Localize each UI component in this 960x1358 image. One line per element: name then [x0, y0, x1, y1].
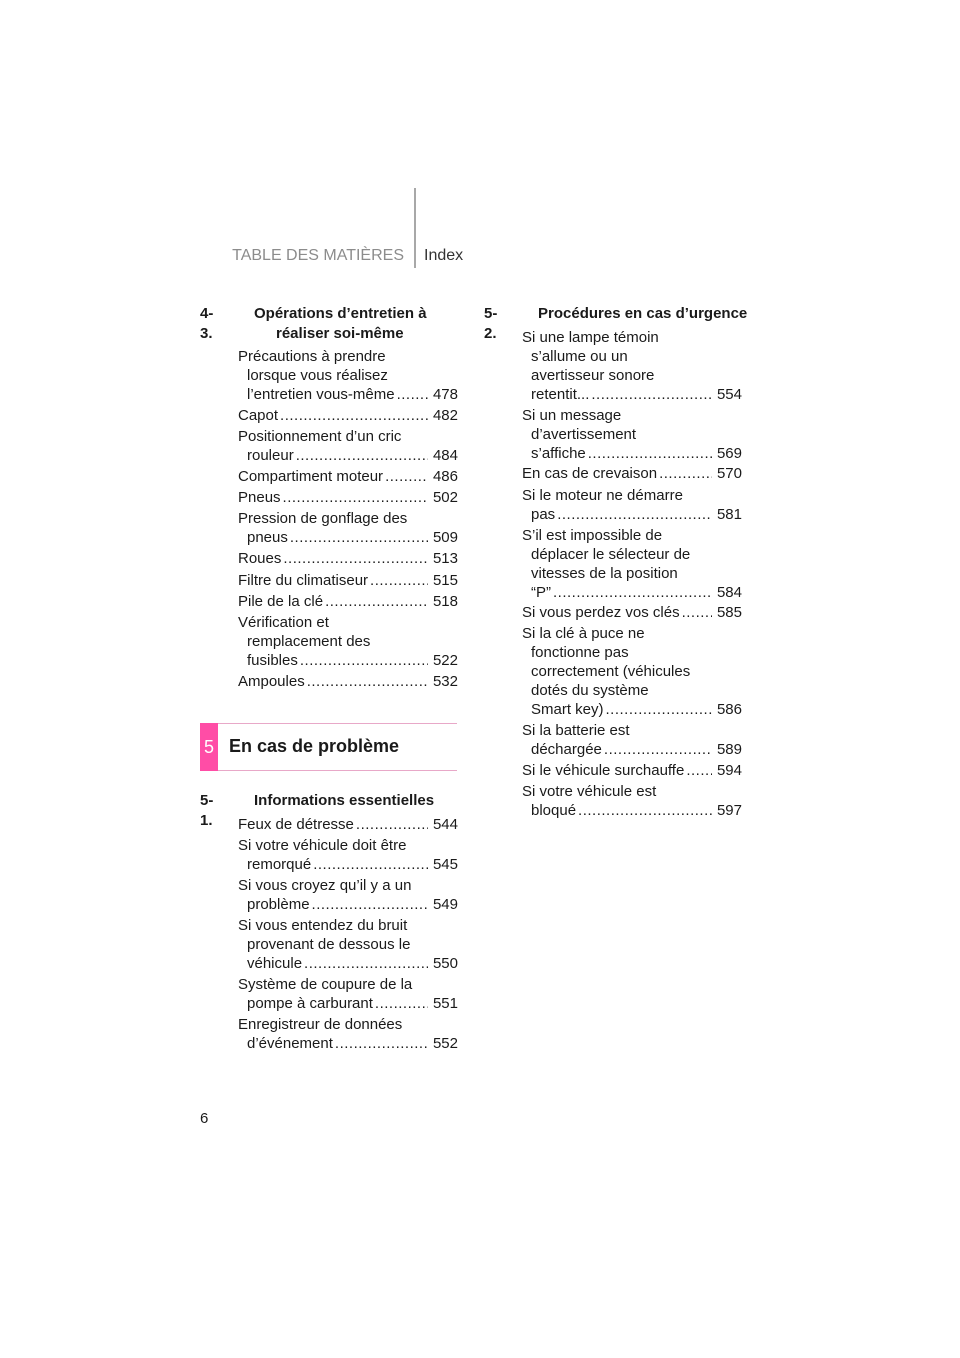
toc-entry-text: Pile de la clé — [238, 592, 324, 610]
dot-leader — [385, 467, 428, 486]
toc-entry[interactable] — [238, 347, 458, 404]
toc-entry-text: Filtre du climatiseur — [238, 571, 369, 589]
dot-leader — [304, 954, 428, 973]
dot-leader — [397, 385, 428, 404]
index-link[interactable]: Index — [424, 247, 464, 264]
section-number: 5-2. — [484, 305, 498, 342]
toc-entry-text: “P” — [531, 583, 551, 601]
toc-page-number: 597 — [716, 802, 742, 819]
dot-leader — [557, 505, 712, 524]
toc-page-number: 585 — [716, 604, 742, 622]
toc-entry-text: Compartiment moteur — [238, 468, 384, 485]
dot-leader — [335, 1034, 428, 1053]
dot-leader — [588, 444, 712, 463]
toc-entry-text: retentit... — [531, 386, 590, 403]
toc-entry-text: problème — [247, 896, 310, 914]
toc-page-number: 551 — [432, 995, 458, 1012]
toc-entry-text: pompe à carburant — [247, 995, 373, 1012]
section-title-line-2: réaliser soi-même — [276, 325, 404, 342]
toc-entry-text: Précautions à prendre — [238, 348, 386, 365]
toc-page-number: 544 — [432, 816, 458, 833]
toc-entry[interactable] — [238, 613, 458, 670]
dot-leader — [553, 583, 712, 602]
toc-entry-text: Pression de gonflage des — [238, 510, 408, 528]
toc-page-number: 515 — [432, 571, 458, 589]
toc-page-number: 569 — [716, 444, 742, 462]
chapter-number: 5 — [203, 737, 214, 757]
toc-entry[interactable] — [522, 328, 742, 404]
toc-entry-text: Capot — [238, 406, 279, 424]
toc-entry-text: Si la batterie est — [522, 721, 630, 739]
toc-entry-text: Si un message — [522, 406, 622, 424]
toc-entry-text: Si la clé à puce ne — [522, 625, 645, 643]
dot-leader — [300, 651, 428, 670]
toc-entry[interactable] — [522, 603, 742, 622]
toc-entry[interactable] — [238, 975, 458, 1013]
toc-page-number: 502 — [432, 489, 458, 507]
dot-leader — [578, 801, 712, 820]
toc-entry-text: Système de coupure de la — [238, 976, 413, 993]
toc-page-number: 545 — [432, 856, 458, 874]
section-title-line-1: Informations essentielles — [254, 792, 435, 809]
toc-page-number: 570 — [716, 465, 742, 483]
toc-entry-text: Pneus — [238, 489, 281, 507]
toc-entry-text: s’affiche — [531, 444, 586, 462]
toc-entry-text: s’allume ou un — [531, 348, 628, 365]
toc-entry-text: En cas de crevaison — [522, 465, 658, 483]
dot-leader — [591, 385, 712, 404]
toc-entry-text: provenant de dessous le — [247, 936, 411, 954]
toc-page-number: 552 — [432, 1035, 458, 1052]
dot-leader — [604, 740, 712, 759]
toc-page-number: 550 — [432, 955, 458, 973]
toc-page-number: 484 — [432, 447, 458, 464]
page-number: 6 — [200, 1110, 209, 1127]
section-number: 4-3. — [200, 305, 214, 342]
toc-page-number: 554 — [716, 386, 742, 403]
toc-entry-text: d’avertissement — [531, 425, 637, 443]
dot-leader — [296, 446, 428, 465]
toc-page-number: 586 — [716, 701, 742, 719]
toc-entry[interactable] — [522, 721, 742, 759]
toc-entry-text: vitesses de la position — [531, 564, 678, 582]
toc-page-number: 594 — [716, 761, 742, 779]
toc-entry[interactable] — [238, 876, 458, 914]
chapter-rule-bottom — [218, 770, 457, 771]
toc-entry-text: remplacement des — [247, 633, 371, 650]
toc-page-number: 482 — [432, 406, 458, 424]
toc-entry[interactable] — [522, 464, 742, 483]
toc-link[interactable]: TABLE DES MATIÈRES — [232, 247, 404, 264]
toc-entry-text: remorqué — [247, 856, 312, 874]
toc-entry[interactable] — [522, 761, 742, 780]
dot-leader — [283, 549, 428, 568]
toc-entry[interactable] — [238, 836, 458, 874]
toc-entry-text: pas — [531, 505, 556, 523]
toc-page-number: 513 — [432, 550, 458, 568]
toc-entry-text: correctement (véhicules — [531, 663, 691, 681]
toc-entry-text: dotés du système — [531, 682, 649, 700]
toc-entry-text: Ampoules — [238, 672, 305, 690]
toc-entry[interactable] — [238, 509, 458, 547]
chapter-banner[interactable] — [200, 723, 457, 771]
dot-leader — [325, 592, 428, 611]
toc-entry-text: Si une lampe témoin — [522, 329, 659, 346]
toc-entry[interactable] — [522, 526, 742, 602]
chapter-title: En cas de problème — [229, 736, 400, 756]
toc-entry-text: Si vous entendez du bruit — [238, 917, 408, 935]
toc-entry[interactable] — [238, 427, 458, 465]
toc-entry-text: véhicule — [247, 955, 303, 973]
toc-entry-text: fonctionne pas — [531, 644, 629, 662]
toc-page-number: 589 — [716, 740, 742, 758]
toc-entry[interactable] — [238, 467, 458, 486]
toc-entry[interactable] — [238, 488, 458, 507]
toc-entry-text: bloqué — [531, 802, 577, 819]
header-divider — [414, 188, 416, 268]
dot-leader — [370, 571, 428, 590]
toc-entry[interactable] — [238, 571, 458, 590]
toc-entry-text: Si votre véhicule est — [522, 783, 657, 800]
toc-entry[interactable] — [238, 549, 458, 568]
dot-leader — [686, 761, 712, 780]
toc-entry[interactable] — [238, 916, 458, 973]
dot-leader — [606, 700, 712, 719]
toc-page-number: 549 — [432, 896, 458, 914]
toc-entry[interactable] — [238, 592, 458, 611]
toc-page-number: 486 — [432, 468, 458, 485]
toc-entry-text: Si vous perdez vos clés — [522, 604, 680, 622]
toc-entry[interactable] — [238, 672, 458, 691]
toc-entry-text: d’événement — [247, 1035, 333, 1052]
toc-entry-text: avertisseur sonore — [531, 367, 655, 384]
toc-entry-text: rouleur — [247, 447, 294, 464]
toc-entry[interactable] — [522, 406, 742, 463]
dot-leader — [682, 603, 712, 622]
dot-leader — [283, 488, 428, 507]
toc-entry[interactable] — [238, 1015, 458, 1053]
toc-entry[interactable] — [522, 624, 742, 719]
section-number: 5-1. — [200, 792, 214, 829]
toc-page-number: 522 — [432, 652, 458, 669]
toc-entry-text: Si votre véhicule doit être — [238, 837, 407, 855]
toc-page-number: 478 — [432, 386, 458, 403]
toc-entry-text: déchargée — [531, 740, 602, 758]
toc-entry-text: lorsque vous réalisez — [247, 367, 388, 384]
toc-page-number: 584 — [716, 583, 742, 601]
toc-entry-text: Feux de détresse — [238, 816, 354, 833]
dot-leader — [307, 672, 428, 691]
toc-entry[interactable] — [238, 406, 458, 425]
dot-leader — [280, 406, 428, 425]
dot-leader — [659, 464, 712, 483]
toc-entry-text: Si le véhicule surchauffe — [522, 761, 685, 779]
toc-page-number: 509 — [432, 529, 458, 547]
toc-entry-text: Vérification et — [238, 614, 329, 631]
toc-page-number: 518 — [432, 592, 458, 610]
toc-entry[interactable] — [522, 782, 742, 820]
toc-entry-text: pneus — [247, 529, 288, 547]
toc-page-number: 532 — [432, 672, 458, 690]
section-title-line-1: Opérations d’entretien à — [254, 305, 427, 322]
dot-leader — [375, 994, 428, 1013]
toc-entry-text: S’il est impossible de — [522, 526, 663, 544]
dot-leader — [312, 895, 428, 914]
toc-entry-text: Si vous croyez qu’il y a un — [238, 877, 412, 895]
toc-entry[interactable] — [238, 815, 458, 834]
section-title-line-1: Procédures en cas d’urgence — [538, 305, 748, 322]
chapter-rule-top — [218, 723, 457, 724]
dot-leader — [313, 855, 428, 874]
toc-page-number: 581 — [716, 505, 742, 523]
toc-entry-text: Smart key) — [531, 701, 604, 719]
toc-entry-text: Roues — [238, 550, 282, 568]
toc-entry-text: déplacer le sélecteur de — [531, 545, 691, 563]
toc-entry-text: Enregistreur de données — [238, 1016, 403, 1033]
toc-entry-text: Positionnement d’un cric — [238, 428, 402, 445]
toc-entry[interactable] — [522, 486, 742, 524]
toc-entry-text: Si le moteur ne démarre — [522, 486, 683, 504]
toc-entry-text: l’entretien vous-même — [247, 386, 395, 403]
dot-leader — [290, 528, 428, 547]
dot-leader — [356, 815, 428, 834]
toc-entry-text: fusibles — [247, 652, 298, 669]
